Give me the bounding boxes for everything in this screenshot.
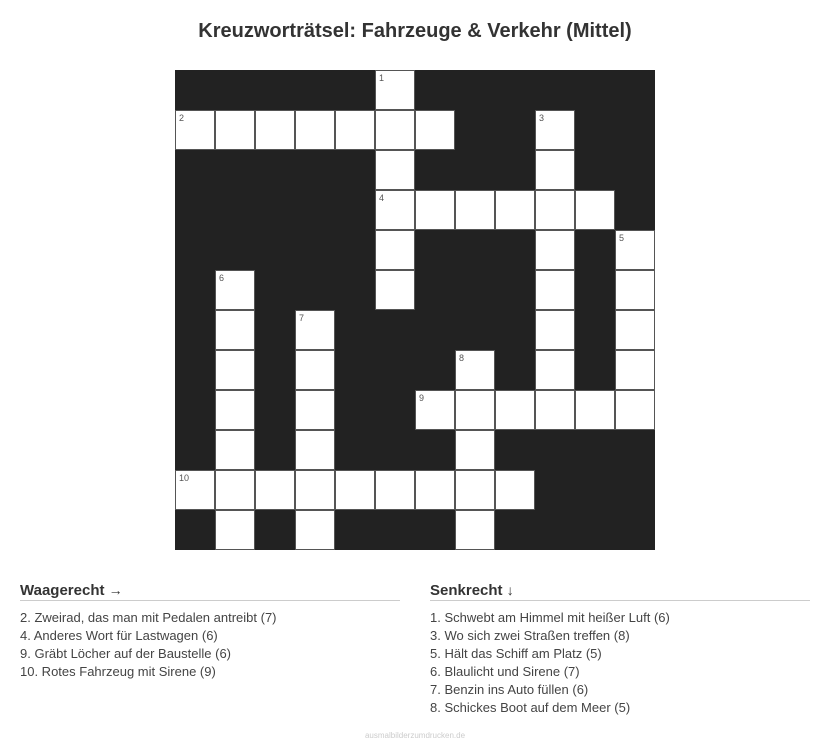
grid-cell[interactable]: [215, 350, 255, 390]
grid-cell[interactable]: [455, 470, 495, 510]
grid-cell[interactable]: [295, 510, 335, 550]
grid-cell[interactable]: [375, 230, 415, 270]
clue-number: 9: [419, 393, 425, 403]
clue-item: 5. Hält das Schiff am Platz (5): [430, 646, 602, 661]
clue-item: 4. Anderes Wort für Lastwagen (6): [20, 628, 218, 643]
clue-item: 7. Benzin ins Auto füllen (6): [430, 682, 589, 697]
grid-cell[interactable]: [535, 110, 575, 150]
grid-cell[interactable]: [375, 270, 415, 310]
grid-cell[interactable]: [615, 390, 655, 430]
clue-number: 2: [179, 113, 185, 123]
grid-cell[interactable]: [535, 390, 575, 430]
clue-item: 3. Wo sich zwei Straßen treffen (8): [430, 628, 630, 643]
grid-cell[interactable]: [375, 70, 415, 110]
grid-cell[interactable]: [175, 110, 215, 150]
grid-cell[interactable]: [455, 390, 495, 430]
clue-item: 9. Gräbt Löcher auf der Baustelle (6): [20, 646, 232, 661]
grid-cell[interactable]: [415, 390, 455, 430]
page-title: Kreuzworträtsel: Fahrzeuge & Verkehr (Mittel): [198, 20, 632, 42]
grid-cell[interactable]: [455, 190, 495, 230]
grid-cell[interactable]: [455, 510, 495, 550]
grid-cell[interactable]: [615, 230, 655, 270]
grid-cell[interactable]: [215, 390, 255, 430]
grid-cell[interactable]: [375, 470, 415, 510]
clue-number: 3: [539, 113, 545, 123]
grid-cell[interactable]: [615, 310, 655, 350]
down-clue-list: [430, 609, 810, 717]
grid-cell[interactable]: [415, 190, 455, 230]
clue-number: 4: [379, 193, 385, 203]
grid-cell[interactable]: [215, 510, 255, 550]
clue-item: 6. Blaulicht und Sirene (7): [430, 664, 580, 679]
grid-cell[interactable]: [255, 110, 295, 150]
across-heading-label: Waagerecht: [20, 582, 105, 599]
grid-cell[interactable]: [415, 110, 455, 150]
footer-credit: ausmalbilderzumdrucken.de: [364, 731, 466, 740]
grid-cell[interactable]: [535, 270, 575, 310]
clue-number: 5: [619, 233, 625, 243]
grid-cell[interactable]: [295, 310, 335, 350]
grid-cell[interactable]: [295, 350, 335, 390]
grid-cell[interactable]: [295, 390, 335, 430]
grid-cell[interactable]: [335, 110, 375, 150]
grid-cell[interactable]: [535, 190, 575, 230]
grid-cell[interactable]: [375, 110, 415, 150]
clue-number: 10: [179, 473, 190, 483]
grid-cell[interactable]: [215, 110, 255, 150]
clue-number: 7: [299, 313, 305, 323]
grid-cell[interactable]: [535, 230, 575, 270]
grid-cell[interactable]: [575, 390, 615, 430]
grid-cell[interactable]: [455, 430, 495, 470]
grid-cell[interactable]: [375, 150, 415, 190]
arrow-right-icon: →: [108, 582, 123, 598]
grid-cell[interactable]: [575, 190, 615, 230]
clue-item: 1. Schwebt am Himmel mit heißer Luft (6): [430, 610, 670, 625]
clue-number: 6: [219, 273, 225, 283]
across-clues-section: [20, 582, 400, 681]
grid-cell[interactable]: [215, 310, 255, 350]
crossword-grid: [175, 70, 655, 550]
grid-cell[interactable]: [295, 110, 335, 150]
across-heading: [20, 582, 400, 601]
grid-cell[interactable]: [535, 310, 575, 350]
grid-cell[interactable]: [535, 150, 575, 190]
grid-cell[interactable]: [255, 470, 295, 510]
grid-cell[interactable]: [295, 470, 335, 510]
down-heading-label: Senkrecht: [430, 582, 503, 599]
clue-number: 1: [379, 73, 385, 83]
clue-item: 8. Schickes Boot auf dem Meer (5): [430, 700, 631, 715]
grid-cell[interactable]: [455, 350, 495, 390]
grid-cell[interactable]: [215, 270, 255, 310]
grid-cell[interactable]: [375, 190, 415, 230]
grid-cell[interactable]: [295, 430, 335, 470]
grid-cell[interactable]: [535, 350, 575, 390]
grid-cell[interactable]: [215, 470, 255, 510]
grid-cell[interactable]: [615, 270, 655, 310]
grid-cell[interactable]: [495, 190, 535, 230]
grid-cell[interactable]: [615, 350, 655, 390]
clue-item: 10. Rotes Fahrzeug mit Sirene (9): [20, 664, 216, 679]
grid-cell[interactable]: [415, 470, 455, 510]
clue-number: 8: [459, 353, 465, 363]
grid-cell[interactable]: [335, 470, 375, 510]
down-clues-section: [430, 582, 810, 717]
grid-cell[interactable]: [215, 430, 255, 470]
grid-cell[interactable]: [175, 470, 215, 510]
clue-item: 2. Zweirad, das man mit Pedalen antreibt (7): [20, 610, 277, 625]
across-clue-list: [20, 609, 400, 681]
grid-cell[interactable]: [495, 470, 535, 510]
down-heading: [430, 582, 810, 601]
arrow-down-icon: ↓: [506, 582, 514, 598]
grid-cell[interactable]: [495, 390, 535, 430]
